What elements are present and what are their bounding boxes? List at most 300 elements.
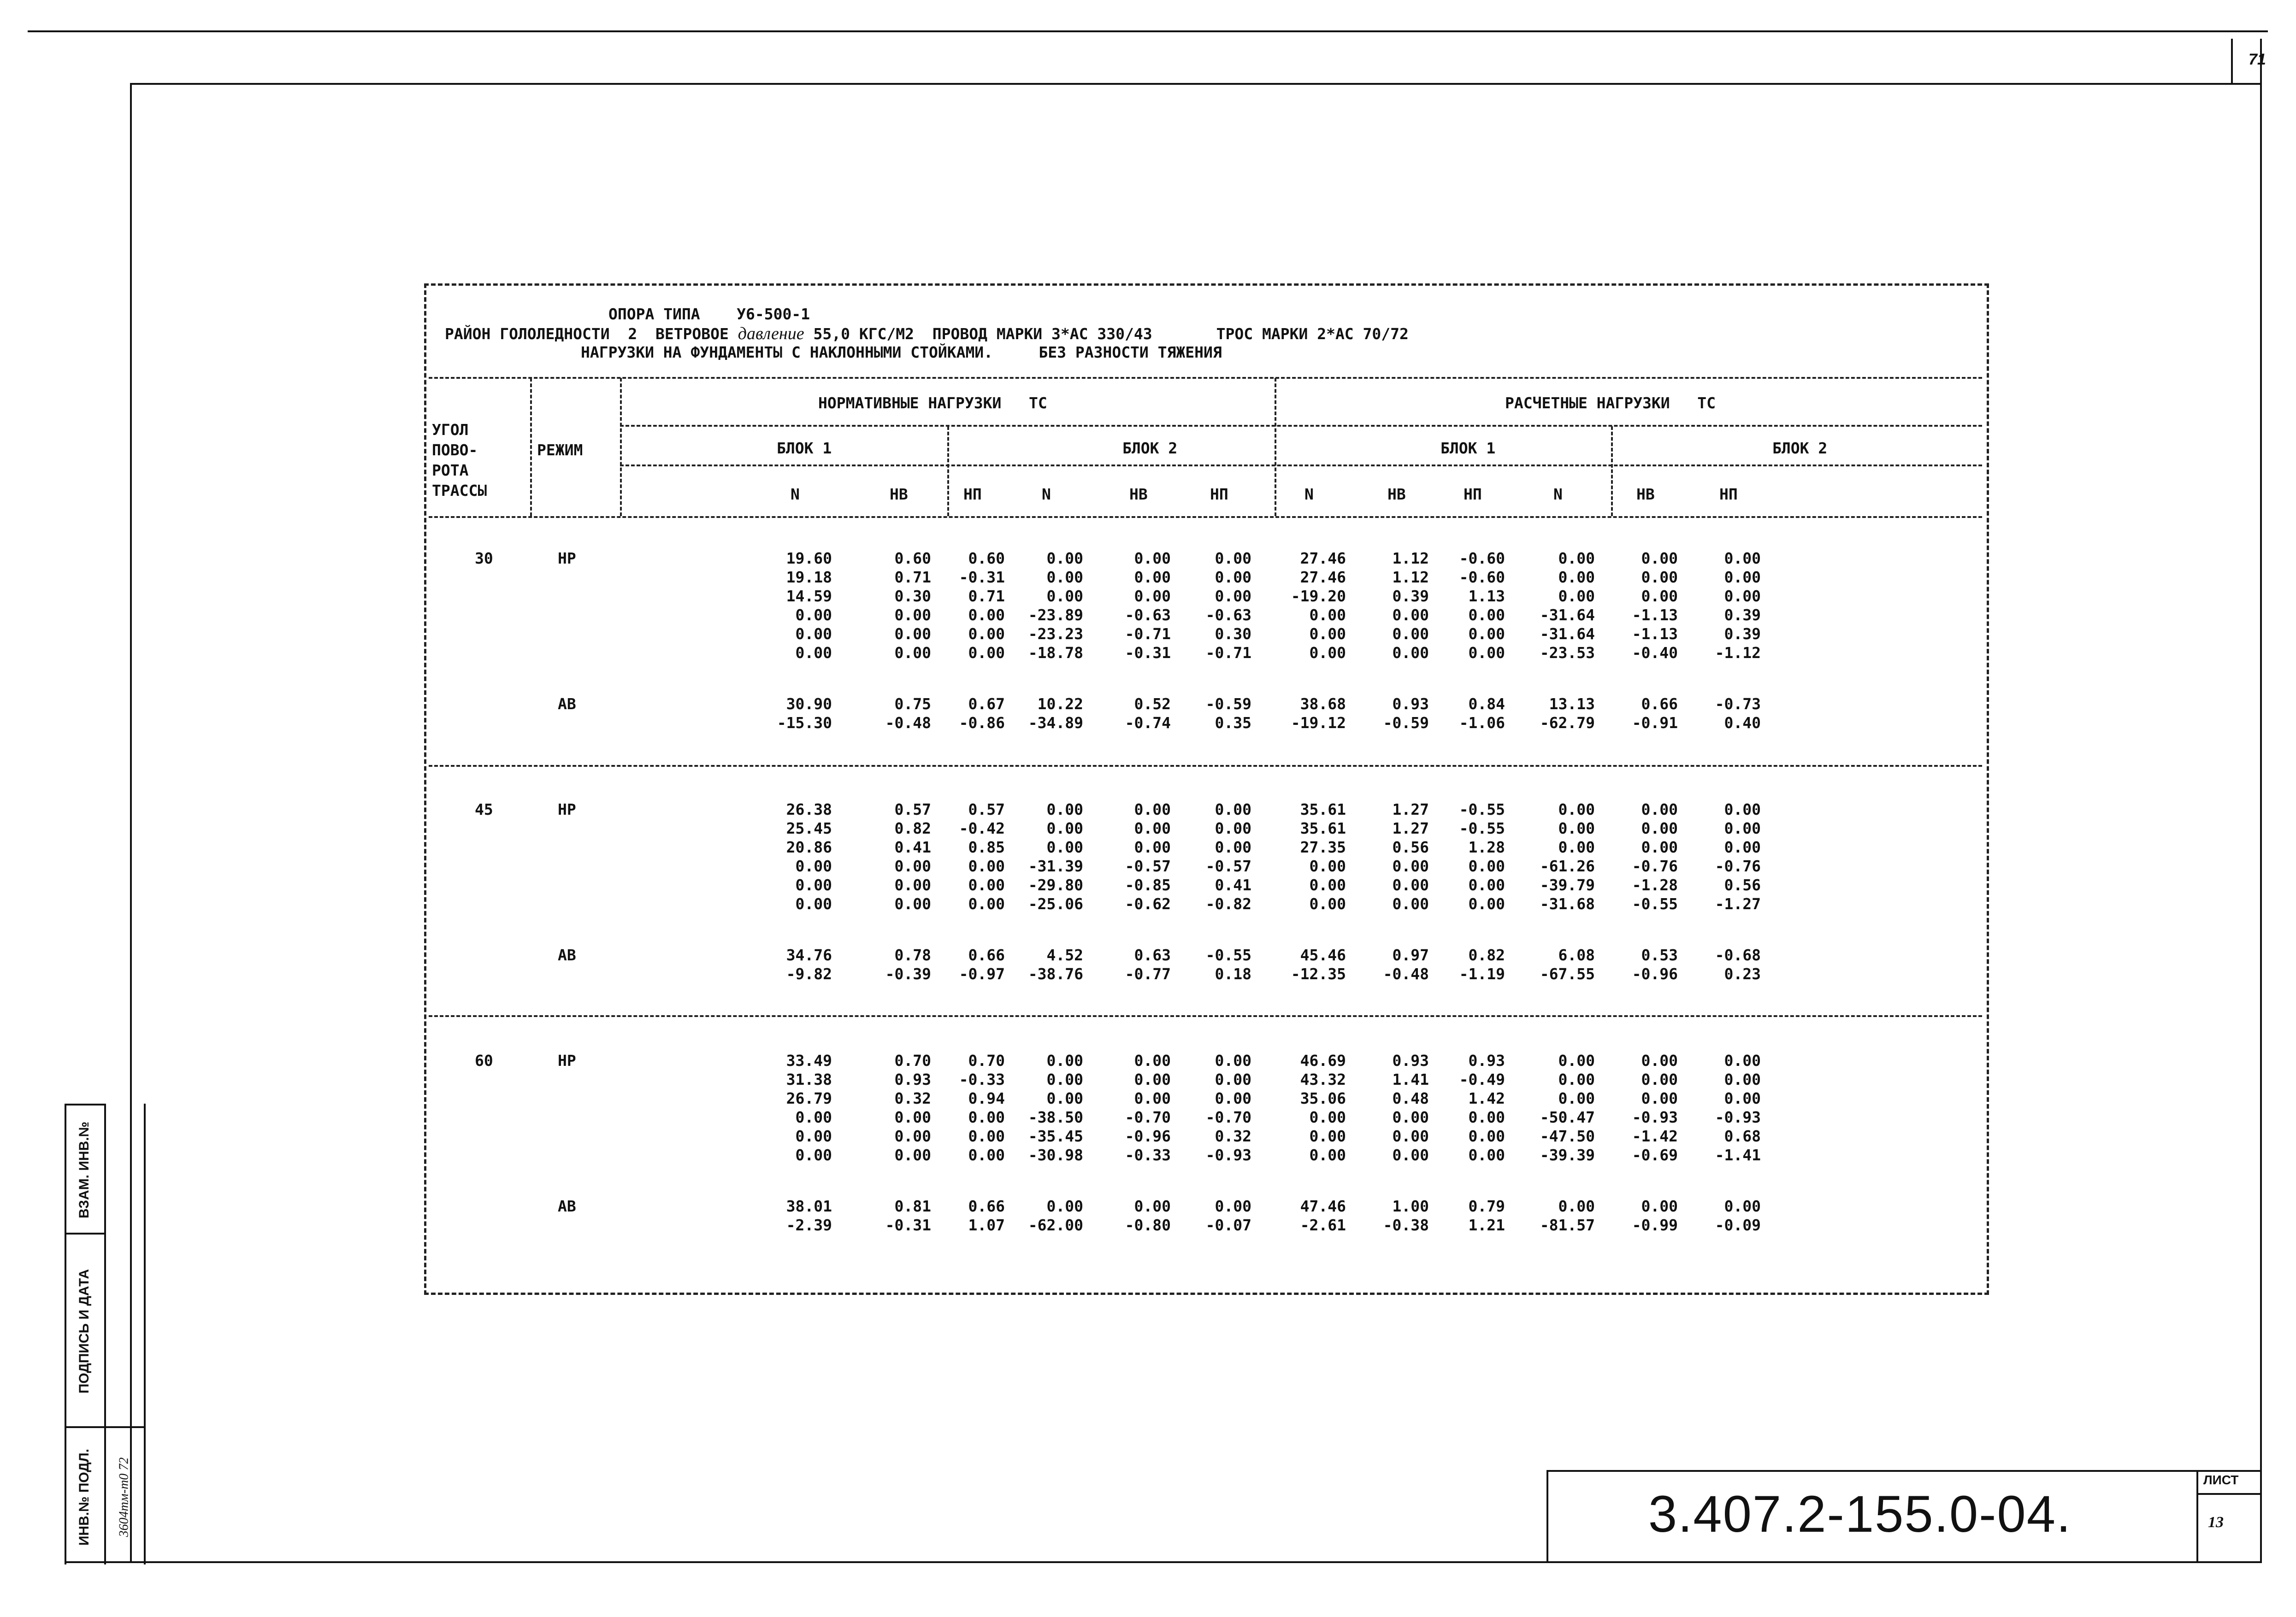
table-cell: 0.41 (1215, 876, 1251, 894)
table-cell: -0.31 (1125, 644, 1171, 662)
table-cell: 0.66 (968, 946, 1005, 964)
table-cell: -35.45 (1028, 1127, 1083, 1145)
table-row (426, 802, 1984, 820)
table-cell: 0.30 (894, 587, 931, 605)
rule-section-45 (429, 765, 1982, 767)
table-cell: 0.00 (795, 857, 832, 875)
table-cell: -1.19 (1459, 965, 1505, 983)
table-cell: -0.74 (1125, 714, 1171, 732)
table-cell: -67.55 (1540, 965, 1595, 983)
table-cell: 1.12 (1392, 549, 1429, 567)
table-cell: -0.48 (885, 714, 931, 732)
frame-top-border (130, 83, 2262, 85)
mode-value: АВ (558, 946, 576, 964)
table-row (426, 1129, 1984, 1147)
table-cell: -0.59 (1205, 695, 1251, 713)
table-cell: 0.39 (1392, 587, 1429, 605)
column-label: N (791, 485, 800, 503)
table-cell: 0.93 (1392, 695, 1429, 713)
table-cell: 0.00 (1724, 800, 1761, 818)
table-cell: -1.28 (1632, 876, 1678, 894)
table-cell: 0.84 (1468, 695, 1505, 713)
table-cell: 0.93 (1468, 1052, 1505, 1070)
table-cell: 0.00 (1215, 819, 1251, 837)
table-cell: 0.93 (1392, 1052, 1429, 1070)
table-cell: -1.13 (1632, 606, 1678, 624)
table-cell: 0.00 (968, 895, 1005, 913)
table-cell: 0.00 (1134, 819, 1171, 837)
sheet-label: ЛИСТ (2203, 1473, 2239, 1487)
table-cell: -1.41 (1715, 1146, 1761, 1164)
table-cell: 0.00 (1046, 549, 1083, 567)
table-cell: -0.91 (1632, 714, 1678, 732)
table-cell: 0.67 (968, 695, 1005, 713)
table-cell: 10.22 (1037, 695, 1083, 713)
table-row (426, 1147, 1984, 1166)
table-row (426, 858, 1984, 877)
table-cell: -0.59 (1383, 714, 1429, 732)
table-cell: -0.63 (1205, 606, 1251, 624)
table-cell: 0.93 (894, 1070, 931, 1088)
table-cell: 0.00 (1724, 1089, 1761, 1107)
table-cell: 0.00 (1724, 549, 1761, 567)
table-cell: 0.00 (968, 625, 1005, 643)
table-cell: 0.60 (968, 549, 1005, 567)
table-cell: 25.45 (786, 819, 832, 837)
title-block-divider (2196, 1470, 2198, 1561)
table-cell: -61.26 (1540, 857, 1595, 875)
table-cell: 47.46 (1300, 1197, 1346, 1215)
table-cell: 0.00 (1558, 1070, 1595, 1088)
table-cell: -0.49 (1459, 1070, 1505, 1088)
table-cell: -30.98 (1028, 1146, 1083, 1164)
table-cell: 0.00 (1724, 1070, 1761, 1088)
title-line-1: ОПОРА ТИПА У6-500-1 (608, 305, 810, 323)
table-cell: 0.00 (1134, 1197, 1171, 1215)
table-cell: -2.39 (786, 1216, 832, 1234)
table-cell: 0.82 (1468, 946, 1505, 964)
table-cell: 0.00 (1641, 819, 1678, 837)
table-cell: 26.38 (786, 800, 832, 818)
table-cell: 0.00 (1134, 549, 1171, 567)
table-cell: 0.00 (1309, 876, 1346, 894)
table-cell: 0.00 (1392, 1146, 1429, 1164)
table-cell: -0.39 (885, 965, 931, 983)
rule-header-bottom (429, 516, 1982, 518)
table-cell: -0.55 (1459, 819, 1505, 837)
table-cell: 0.97 (1392, 946, 1429, 964)
column-label: НП (963, 485, 982, 503)
table-cell: -0.09 (1715, 1216, 1761, 1234)
table-row (426, 947, 1984, 966)
table-cell: 0.00 (1134, 838, 1171, 856)
table-cell: 6.08 (1558, 946, 1595, 964)
table-cell: -0.77 (1125, 965, 1171, 983)
divider-design-blocks (1611, 426, 1613, 516)
table-cell: -39.39 (1540, 1146, 1595, 1164)
table-cell: 0.39 (1724, 625, 1761, 643)
table-cell: 0.00 (1215, 568, 1251, 586)
table-cell: -0.69 (1632, 1146, 1678, 1164)
table-cell: -31.39 (1028, 857, 1083, 875)
table-cell: 0.00 (1468, 876, 1505, 894)
table-cell: 0.81 (894, 1197, 931, 1215)
table-cell: 0.00 (1309, 857, 1346, 875)
table-cell: -0.76 (1632, 857, 1678, 875)
table-row (426, 715, 1984, 734)
table-cell: 0.68 (1724, 1127, 1761, 1145)
table-cell: 0.39 (1724, 606, 1761, 624)
table-cell: 43.32 (1300, 1070, 1346, 1088)
table-cell: -1.06 (1459, 714, 1505, 732)
table-cell: -1.42 (1632, 1127, 1678, 1145)
table-cell: 4.52 (1046, 946, 1083, 964)
table-cell: 0.00 (1309, 1108, 1346, 1126)
table-cell: -0.93 (1205, 1146, 1251, 1164)
table-cell: 0.71 (894, 568, 931, 586)
table-cell: 0.00 (795, 895, 832, 913)
angle-value: 60 (475, 1052, 493, 1070)
table-cell: -0.76 (1715, 857, 1761, 875)
table-cell: 19.60 (786, 549, 832, 567)
table-cell: 0.57 (894, 800, 931, 818)
table-cell: 0.00 (1392, 1108, 1429, 1126)
table-cell: -0.70 (1205, 1108, 1251, 1126)
table-cell: 0.00 (795, 644, 832, 662)
design-header: РАСЧЕТНЫЕ НАГРУЗКИ ТС (1505, 394, 1716, 412)
column-label: НП (1210, 485, 1228, 503)
table-cell: -0.33 (1125, 1146, 1171, 1164)
table-cell: 0.00 (795, 1127, 832, 1145)
mode-value: НР (558, 1052, 576, 1070)
sheet-label-rule (2196, 1493, 2262, 1495)
table-cell: 0.40 (1724, 714, 1761, 732)
handwritten-pressure-note: давление (738, 324, 804, 343)
table-cell: 0.71 (968, 587, 1005, 605)
table-cell: 0.78 (894, 946, 931, 964)
table-cell: 27.35 (1300, 838, 1346, 856)
stamp-cell-sign (65, 1233, 104, 1428)
table-cell: 31.38 (786, 1070, 832, 1088)
table-cell: 14.59 (786, 587, 832, 605)
table-cell: 0.53 (1641, 946, 1678, 964)
table-cell: -0.97 (959, 965, 1005, 983)
table-row (426, 966, 1984, 985)
angle-value: 30 (475, 549, 493, 567)
table-cell: 13.13 (1549, 695, 1595, 713)
table-cell: -62.79 (1540, 714, 1595, 732)
normative-block1: БЛОК 1 (777, 439, 832, 457)
table-cell: -23.89 (1028, 606, 1083, 624)
table-cell: 0.00 (1558, 549, 1595, 567)
table-cell: 0.00 (1641, 587, 1678, 605)
angle-header-4: ТРАССЫ (432, 482, 487, 500)
table-cell: 0.00 (1046, 800, 1083, 818)
table-cell: -0.71 (1125, 625, 1171, 643)
table-cell: 46.69 (1300, 1052, 1346, 1070)
table-cell: 0.00 (1468, 1146, 1505, 1164)
table-cell: 0.60 (894, 549, 931, 567)
table-cell: 1.42 (1468, 1089, 1505, 1107)
table-row (426, 1091, 1984, 1109)
table-cell: 0.00 (1641, 800, 1678, 818)
table-cell: 0.00 (894, 1146, 931, 1164)
table-cell: 1.28 (1468, 838, 1505, 856)
table-cell: -0.82 (1205, 895, 1251, 913)
table-cell: 0.00 (1558, 587, 1595, 605)
table-cell: 20.86 (786, 838, 832, 856)
table-cell: 0.00 (1215, 587, 1251, 605)
table-cell: 0.00 (1468, 644, 1505, 662)
table-cell: 0.30 (1215, 625, 1251, 643)
table-cell: -38.50 (1028, 1108, 1083, 1126)
table-cell: -0.55 (1459, 800, 1505, 818)
table-cell: 0.18 (1215, 965, 1251, 983)
table-cell: 0.00 (968, 876, 1005, 894)
table-cell: 0.35 (1215, 714, 1251, 732)
stamp-sign-label: ПОДПИСЬ И ДАТА (77, 1269, 92, 1394)
table-cell: 0.79 (1468, 1197, 1505, 1215)
table-cell: -0.63 (1125, 606, 1171, 624)
printout-table (424, 283, 1989, 1295)
mode-value: НР (558, 549, 576, 567)
table-cell: 0.32 (1215, 1127, 1251, 1145)
table-cell: -0.31 (885, 1216, 931, 1234)
table-cell: 0.00 (1468, 1127, 1505, 1145)
table-cell: 0.00 (1309, 1146, 1346, 1164)
table-cell: 34.76 (786, 946, 832, 964)
mode-value: НР (558, 800, 576, 818)
frame-bottom-border (65, 1561, 2262, 1563)
table-cell: 0.00 (1641, 1070, 1678, 1088)
title-line-2 (445, 325, 1409, 342)
title-line-3: НАГРУЗКИ НА ФУНДАМЕНТЫ С НАКЛОННЫМИ СТОЙКАМИ. БЕЗ РАЗНОСТИ ТЯЖЕНИЯ (581, 343, 1222, 361)
table-cell: -1.27 (1715, 895, 1761, 913)
table-cell: -34.89 (1028, 714, 1083, 732)
table-cell: -0.96 (1632, 965, 1678, 983)
table-cell: 0.00 (1215, 838, 1251, 856)
table-cell: -15.30 (777, 714, 832, 732)
table-cell: 27.46 (1300, 568, 1346, 586)
table-cell: 0.00 (1392, 625, 1429, 643)
table-cell: 0.66 (968, 1197, 1005, 1215)
table-cell: 0.00 (1724, 838, 1761, 856)
table-cell: 0.00 (1215, 1197, 1251, 1215)
table-cell: 33.49 (786, 1052, 832, 1070)
table-cell: 0.00 (1046, 838, 1083, 856)
table-cell: -0.57 (1125, 857, 1171, 875)
table-cell: 1.27 (1392, 800, 1429, 818)
column-label: N (1042, 485, 1051, 503)
table-cell: 0.00 (1215, 1089, 1251, 1107)
table-cell: -0.93 (1632, 1108, 1678, 1126)
table-cell: 0.00 (795, 625, 832, 643)
table-cell: 35.61 (1300, 819, 1346, 837)
document-code: 3.407.2-155.0-04. (1648, 1485, 2072, 1543)
table-cell: 30.90 (786, 695, 832, 713)
table-cell: 45.46 (1300, 946, 1346, 964)
table-cell: -0.60 (1459, 568, 1505, 586)
table-cell: 0.00 (1724, 587, 1761, 605)
design-block2: БЛОК 2 (1772, 439, 1828, 457)
table-cell: 0.82 (894, 819, 931, 837)
table-cell: 0.00 (968, 1127, 1005, 1145)
table-cell: 0.00 (1215, 1070, 1251, 1088)
title-block (1546, 1470, 2256, 1558)
table-cell: 0.00 (795, 876, 832, 894)
table-cell: 0.00 (968, 1108, 1005, 1126)
table-cell: 1.21 (1468, 1216, 1505, 1234)
table-cell: 0.00 (1641, 549, 1678, 567)
table-cell: 35.61 (1300, 800, 1346, 818)
table-cell: 0.00 (1558, 800, 1595, 818)
table-cell: 0.00 (795, 1146, 832, 1164)
divider-angle-mode (530, 378, 532, 516)
table-cell: 0.00 (1134, 568, 1171, 586)
table-cell: 0.00 (1641, 1197, 1678, 1215)
table-cell: -0.73 (1715, 695, 1761, 713)
mode-value: АВ (558, 1197, 576, 1215)
table-cell: 0.00 (1134, 587, 1171, 605)
table-cell: -0.80 (1125, 1216, 1171, 1234)
table-row (426, 1072, 1984, 1090)
table-cell: 0.00 (894, 625, 931, 643)
table-cell: -0.62 (1125, 895, 1171, 913)
mode-value: АВ (558, 695, 576, 713)
normative-block2: БЛОК 2 (1122, 439, 1178, 457)
table-cell: 38.68 (1300, 695, 1346, 713)
table-cell: 0.00 (1046, 1070, 1083, 1088)
stamp-cell-inv-value (104, 1426, 144, 1566)
column-label: НП (1719, 485, 1738, 503)
table-cell: 0.52 (1134, 695, 1171, 713)
table-cell: 0.00 (1558, 1089, 1595, 1107)
table-cell: 0.00 (1309, 606, 1346, 624)
stamp-inv-value: 3604тм-т0 72 (117, 1457, 131, 1537)
table-cell: 1.00 (1392, 1197, 1429, 1215)
rule-header-top (429, 377, 1982, 379)
angle-value: 45 (475, 800, 493, 818)
table-cell: 0.56 (1392, 838, 1429, 856)
table-cell: 0.00 (1468, 857, 1505, 875)
table-cell: 0.00 (1724, 819, 1761, 837)
column-label: НВ (890, 485, 908, 503)
table-row (426, 696, 1984, 715)
table-cell: -31.68 (1540, 895, 1595, 913)
title-line-2-start: РАЙОН ГОЛОЛЕДНОСТИ 2 ВЕТРОВОЕ (445, 325, 729, 343)
stamp-cell-inv (65, 1426, 104, 1566)
column-label: НВ (1129, 485, 1148, 503)
table-cell: -0.60 (1459, 549, 1505, 567)
table-cell: -18.78 (1028, 644, 1083, 662)
table-cell: 0.00 (1641, 568, 1678, 586)
table-cell: -81.57 (1540, 1216, 1595, 1234)
table-cell: 0.41 (894, 838, 931, 856)
table-cell: 0.00 (1558, 819, 1595, 837)
table-cell: -0.99 (1632, 1216, 1678, 1234)
table-cell: 0.00 (1724, 568, 1761, 586)
table-cell: 0.00 (1724, 1052, 1761, 1070)
table-cell: -0.85 (1125, 876, 1171, 894)
table-cell: 0.00 (968, 1146, 1005, 1164)
table-row (426, 570, 1984, 588)
table-cell: 0.00 (1134, 1070, 1171, 1088)
table-cell: -38.76 (1028, 965, 1083, 983)
table-cell: 0.00 (894, 876, 931, 894)
top-long-rule (28, 30, 2268, 32)
sheet-number: 13 (2208, 1514, 2224, 1531)
table-cell: 0.66 (1641, 695, 1678, 713)
table-cell: -9.82 (786, 965, 832, 983)
column-label: НП (1464, 485, 1482, 503)
table-cell: 0.00 (1134, 800, 1171, 818)
table-cell: 0.00 (1558, 1197, 1595, 1215)
divider-normative-design (1275, 378, 1276, 516)
table-cell: 0.00 (894, 644, 931, 662)
table-cell: 0.70 (968, 1052, 1005, 1070)
table-cell: -2.61 (1300, 1216, 1346, 1234)
table-cell: -0.93 (1715, 1108, 1761, 1126)
table-cell: 1.27 (1392, 819, 1429, 837)
stamp-col-right (144, 1104, 146, 1564)
side-stamp (65, 1104, 144, 1564)
table-cell: 0.00 (1468, 606, 1505, 624)
table-cell: 26.79 (786, 1089, 832, 1107)
table-row (426, 840, 1984, 858)
table-row (426, 877, 1984, 896)
table-cell: -0.70 (1125, 1108, 1171, 1126)
column-label: НВ (1636, 485, 1655, 503)
table-cell: -62.00 (1028, 1216, 1083, 1234)
table-cell: 0.00 (1558, 568, 1595, 586)
table-cell: 1.13 (1468, 587, 1505, 605)
table-cell: -19.12 (1291, 714, 1346, 732)
table-cell: 0.00 (894, 895, 931, 913)
table-row (426, 1110, 1984, 1128)
table-cell: 0.85 (968, 838, 1005, 856)
rule-block-titles (620, 465, 1982, 466)
table-cell: 0.00 (795, 1108, 832, 1126)
table-cell: -0.71 (1205, 644, 1251, 662)
table-cell: 0.00 (1392, 876, 1429, 894)
table-cell: 1.41 (1392, 1070, 1429, 1088)
column-label: N (1304, 485, 1314, 503)
table-row (426, 1053, 1984, 1071)
table-cell: 1.07 (968, 1216, 1005, 1234)
table-cell: -1.12 (1715, 644, 1761, 662)
table-cell: 35.06 (1300, 1089, 1346, 1107)
table-cell: 27.46 (1300, 549, 1346, 567)
table-cell: -0.55 (1632, 895, 1678, 913)
table-cell: -0.96 (1125, 1127, 1171, 1145)
angle-header-3: РОТА (432, 461, 469, 479)
table-row (426, 645, 1984, 664)
design-block1: БЛОК 1 (1440, 439, 1496, 457)
table-cell: 0.75 (894, 695, 931, 713)
mode-header: РЕЖИМ (537, 441, 583, 459)
table-row (426, 588, 1984, 607)
table-cell: -1.13 (1632, 625, 1678, 643)
table-cell: 0.00 (1641, 1052, 1678, 1070)
table-cell: 0.00 (1046, 1197, 1083, 1215)
table-cell: 0.00 (1468, 625, 1505, 643)
table-cell: 0.00 (1046, 1089, 1083, 1107)
table-cell: 0.00 (1215, 549, 1251, 567)
table-cell: 0.00 (1392, 644, 1429, 662)
table-row (426, 551, 1984, 569)
table-cell: 0.00 (1046, 568, 1083, 586)
table-cell: -25.06 (1028, 895, 1083, 913)
